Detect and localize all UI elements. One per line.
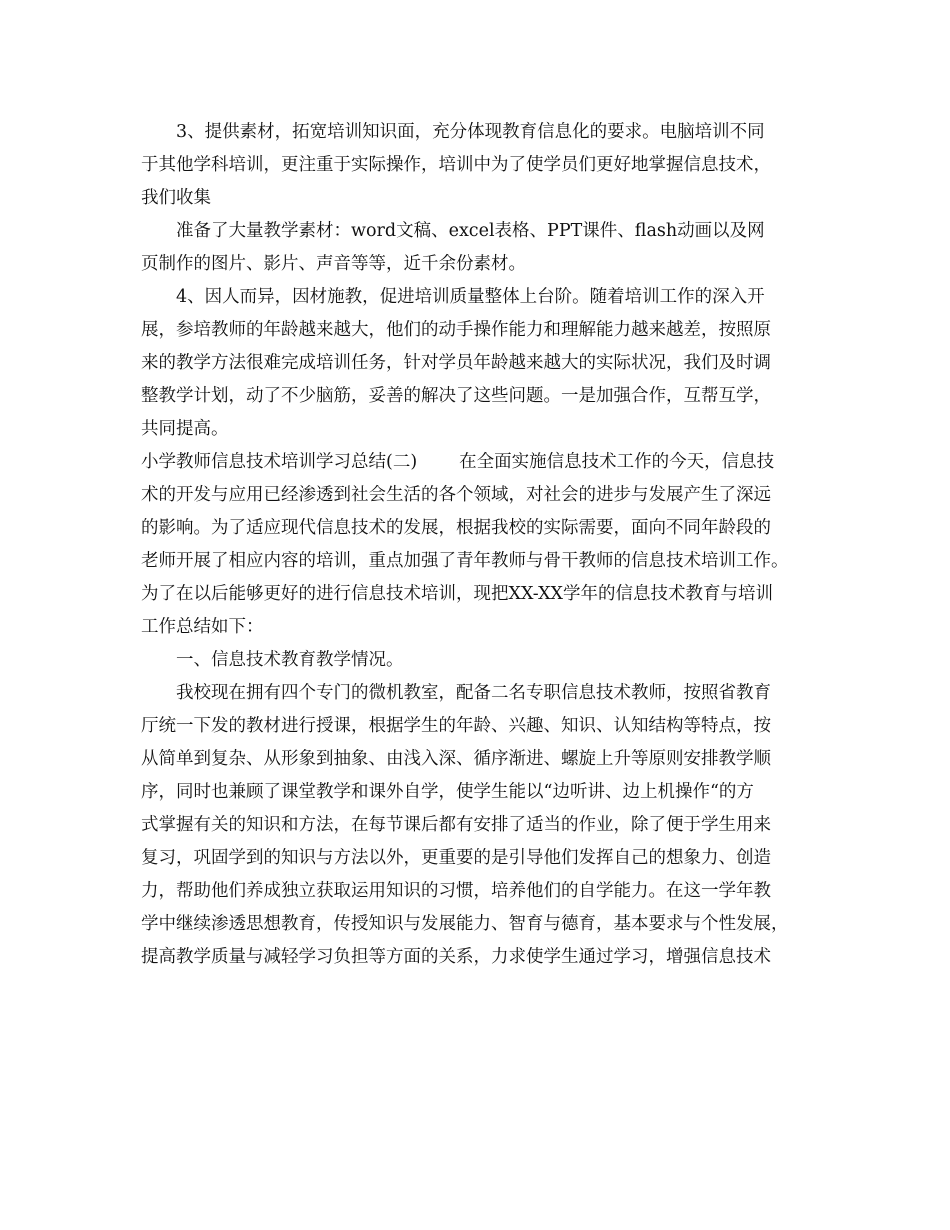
paragraph-line: 厅统一下发的教材进行授课，根据学生的年龄、兴趣、知识、认知结构等特点，按 — [141, 716, 771, 736]
paragraph-line: 从简单到复杂、从形象到抽象、由浅入深、循序渐进、螺旋上升等原则安排教学顺 — [141, 749, 771, 769]
paragraph-line: 展，参培教师的年龄越来越大，他们的动手操作能力和理解能力越来越差，按照原 — [141, 320, 771, 340]
paragraph-line: 的影响。为了适应现代信息技术的发展，根据我校的实际需要，面向不同年龄段的 — [141, 518, 771, 538]
heading-line: 一、信息技术教育教学情况。 — [176, 650, 404, 670]
paragraph-line: 序，同时也兼顾了课堂教学和课外自学，使学生能以“边听讲、边上机操作“的方 — [141, 782, 754, 802]
paragraph-line: 整教学计划，动了不少脑筋，妥善的解决了这些问题。一是加强合作，互帮互学， — [141, 386, 771, 406]
paragraph-line: 共同提高。 — [141, 419, 229, 439]
paragraph-line: 工作总结如下： — [141, 617, 264, 637]
paragraph-line: 复习，巩固学到的知识与方法以外，更重要的是引导他们发挥自己的想象力、创造 — [141, 848, 771, 868]
paragraph-text: 在全面实施信息技术工作的今天，信息技 — [459, 452, 775, 472]
paragraph-line: 3、提供素材，拓宽培训知识面，充分体现教育信息化的要求。电脑培训不同 — [176, 122, 765, 142]
section-title: 小学教师信息技术培训学习总结(二) — [141, 452, 418, 472]
paragraph-line: 页制作的图片、影片、声音等等，近千余份素材。 — [141, 254, 526, 274]
paragraph-line: 术的开发与应用已经渗透到社会生活的各个领域，对社会的进步与发展产生了深远 — [141, 485, 771, 505]
paragraph-line: 我校现在拥有四个专门的微机教室，配备二名专职信息技术教师，按照省教育 — [176, 683, 771, 703]
paragraph-line: 学中继续渗透思想教育，传授知识与发展能力、智育与德育，基本要求与个性发展， — [141, 914, 789, 934]
paragraph-line: 准备了大量教学素材：word文稿、excel表格、PPT课件、flash动画以及网 — [176, 221, 765, 241]
paragraph-line: 提高教学质量与减轻学习负担等方面的关系，力求使学生通过学习，增强信息技术 — [141, 947, 771, 967]
paragraph-line: 老师开展了相应内容的培训，重点加强了青年教师与骨干教师的信息技术培训工作。 — [141, 551, 789, 571]
paragraph-line: 式掌握有关的知识和方法，在每节课后都有安排了适当的作业，除了便于学生用来 — [141, 815, 771, 835]
paragraph-line: 于其他学科培训，更注重于实际操作，培训中为了使学员们更好地掌握信息技术， — [141, 155, 771, 175]
document-body — [141, 116, 826, 974]
paragraph-line: 力，帮助他们养成独立获取运用知识的习惯，培养他们的自学能力。在这一学年教 — [141, 881, 771, 901]
section-title-line — [141, 446, 826, 479]
paragraph-line: 我们收集 — [141, 188, 211, 208]
paragraph-line: 来的教学方法很难完成培训任务，针对学员年龄越来越大的实际状况，我们及时调 — [141, 353, 771, 373]
paragraph-line: 4、因人而异，因材施教，促进培训质量整体上台阶。随着培训工作的深入开 — [176, 287, 765, 307]
paragraph-line: 为了在以后能够更好的进行信息技术培训，现把XX-XX学年的信息技术教育与培训 — [141, 584, 773, 604]
